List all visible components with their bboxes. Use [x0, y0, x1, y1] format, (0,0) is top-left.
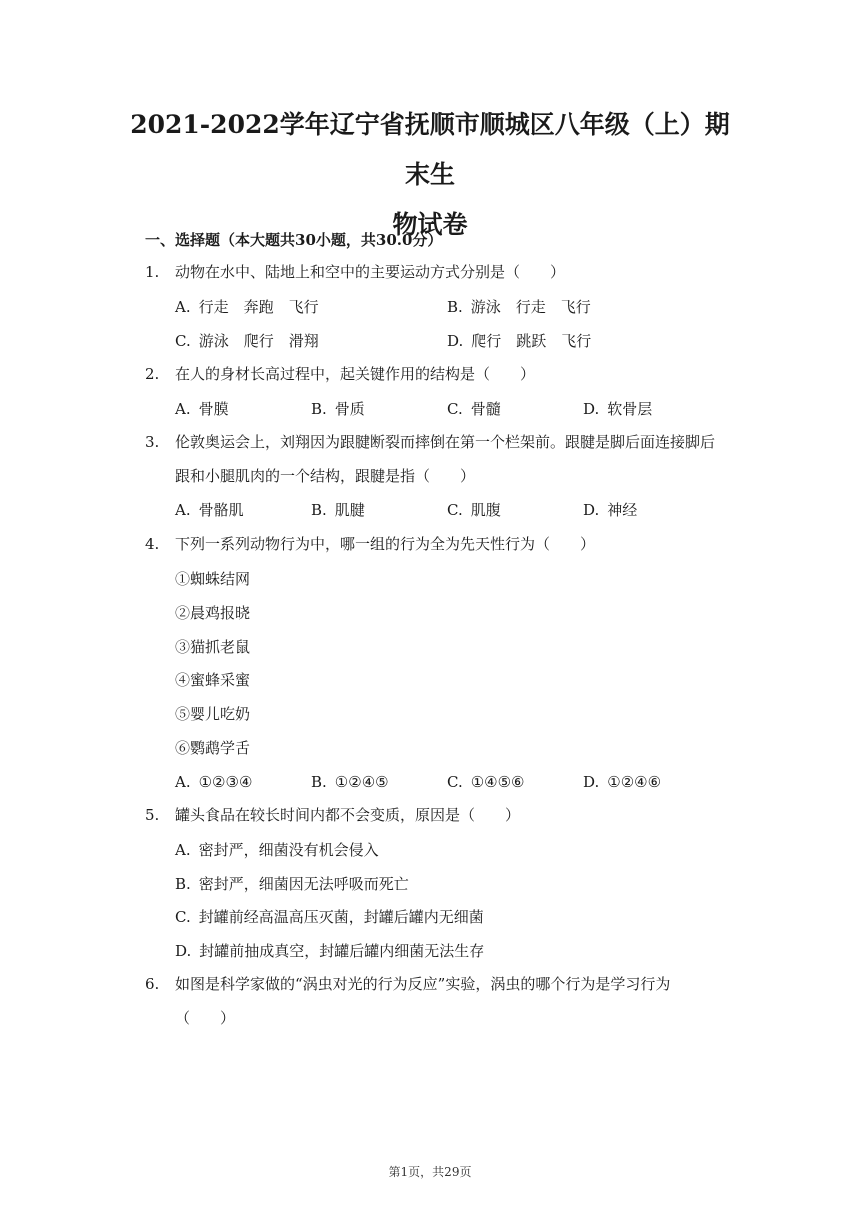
question-6	[145, 967, 725, 1035]
question-stem-continued: 跟和小腿肌肉的一个结构，跟腱是指（ ）	[175, 467, 476, 485]
option-a: A. ①②③④	[175, 773, 253, 791]
list-item: ⑥鹦鹉学舌	[175, 739, 251, 757]
option-a: A. 骨骼肌	[175, 501, 244, 519]
option-a: A. 密封严，细菌没有机会侵入	[175, 841, 379, 859]
question-stem: 下列一系列动物行为中，哪一组的行为全为先天性行为（ ）	[175, 535, 596, 553]
option-a: A. 骨膜	[175, 400, 229, 418]
option-b: B. 肌腱	[311, 501, 365, 519]
question-stem: 罐头食品在较长时间内都不会变质，原因是（ ）	[175, 806, 521, 824]
page-title	[120, 100, 740, 250]
question-4	[145, 527, 725, 561]
question-number: 3.	[145, 433, 160, 451]
question-number: 4.	[145, 535, 160, 553]
option-d: D. 封罐前抽成真空，封罐后罐内细菌无法生存	[175, 942, 485, 960]
page-footer: 第1页，共29页	[388, 1165, 472, 1179]
option-b: B. 骨质	[311, 400, 365, 418]
question-stem-continued: （ ）	[175, 1009, 236, 1027]
option-d: D. 爬行 跳跃 飞行	[447, 332, 592, 350]
question-number: 2.	[145, 365, 160, 383]
question-2	[145, 357, 725, 391]
question-stem: 动物在水中、陆地上和空中的主要运动方式分别是（ ）	[175, 263, 566, 281]
question-stem: 如图是科学家做的“涡虫对光的行为反应”实验，涡虫的哪个行为是学习行为	[175, 975, 671, 993]
title-line-1: 2021-2022学年辽宁省抚顺市顺城区八年级（上）期末生	[130, 110, 730, 189]
question-stem: 在人的身材长高过程中，起关键作用的结构是（ ）	[175, 365, 536, 383]
question-number: 6.	[145, 975, 160, 993]
option-c: C. 肌腹	[447, 501, 501, 519]
title-line-2: 物试卷	[392, 210, 468, 239]
question-number: 1.	[145, 263, 160, 281]
option-d: D. 软骨层	[583, 400, 653, 418]
option-d: D. ①②④⑥	[583, 773, 662, 791]
section-heading: 一、选择题（本大题共30小题，共30.0分）	[145, 231, 443, 249]
list-item: ②晨鸡报晓	[175, 604, 251, 622]
list-item: ③猫抓老鼠	[175, 638, 251, 656]
option-a: A. 行走 奔跑 飞行	[175, 298, 319, 316]
question-stem: 伦敦奥运会上，刘翔因为跟腱断裂而摔倒在第一个栏架前。跟腱是脚后面连接脚后	[175, 433, 716, 451]
option-b: B. 游泳 行走 飞行	[447, 298, 591, 316]
option-d: D. 神经	[583, 501, 638, 519]
option-c: C. 游泳 爬行 滑翔	[175, 332, 319, 350]
question-number: 5.	[145, 806, 160, 824]
option-c: C. 封罐前经高温高压灭菌，封罐后罐内无细菌	[175, 908, 484, 926]
list-item: ①蜘蛛结网	[175, 570, 251, 588]
question-3	[145, 425, 725, 493]
question-1	[145, 255, 725, 289]
question-5	[145, 798, 725, 832]
option-c: C. 骨髓	[447, 400, 501, 418]
option-b: B. ①②④⑤	[311, 773, 389, 791]
option-b: B. 密封严，细菌因无法呼吸而死亡	[175, 875, 409, 893]
list-item: ④蜜蜂采蜜	[175, 671, 251, 689]
option-c: C. ①④⑤⑥	[447, 773, 525, 791]
list-item: ⑤婴儿吃奶	[175, 705, 251, 723]
